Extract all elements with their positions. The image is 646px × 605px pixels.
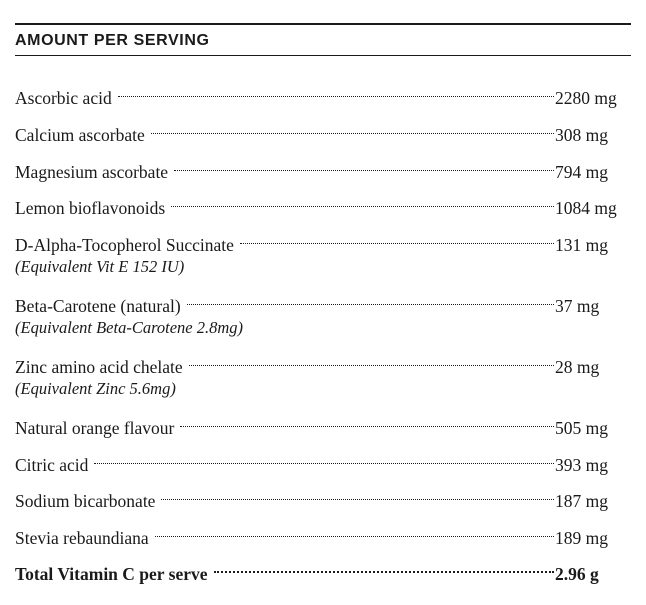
ingredient-row-calcium-ascorbate [15, 120, 623, 146]
nutrition-panel [15, 23, 631, 584]
ingredient-amount: 28 mg [555, 357, 600, 377]
dot-leader [174, 157, 554, 178]
ingredient-row-d-alpha-tocopherol [15, 230, 623, 277]
ingredient-row-citric-acid [15, 450, 623, 476]
ingredient-row-sodium-bicarbonate [15, 486, 623, 512]
dot-leader [214, 559, 555, 580]
total-label: Total Vitamin C per serve [15, 564, 208, 584]
ingredient-note: (Equivalent Beta-Carotene 2.8mg) [15, 318, 244, 337]
dot-leader [151, 120, 554, 141]
ingredient-label: Stevia rebaundiana [15, 528, 149, 548]
dot-leader [171, 193, 554, 214]
ingredient-label: Calcium ascorbate [15, 125, 145, 145]
ingredient-row-beta-carotene [15, 291, 623, 338]
dot-leader [187, 291, 554, 312]
ingredient-label: Lemon bioflavonoids [15, 198, 166, 218]
dot-leader [118, 83, 554, 104]
dot-leader [94, 450, 554, 471]
ingredient-row-magnesium-ascorbate [15, 157, 623, 183]
ingredient-amount: 2280 mg [555, 88, 617, 108]
dot-leader [155, 523, 554, 544]
dot-leader [189, 352, 554, 373]
ingredient-label: Zinc amino acid chelate [15, 357, 183, 377]
ingredient-label: Ascorbic acid [15, 88, 112, 108]
ingredient-amount: 187 mg [555, 491, 608, 511]
dot-leader [180, 413, 554, 434]
dot-leader [161, 486, 554, 507]
ingredient-row-zinc-chelate [15, 352, 623, 399]
ingredient-amount: 37 mg [555, 296, 600, 316]
ingredient-amount: 131 mg [555, 235, 608, 255]
ingredient-row-lemon-bioflavonoids [15, 193, 623, 219]
ingredient-row-orange-flavour [15, 413, 623, 439]
ingredient-note: (Equivalent Vit E 152 IU) [15, 257, 185, 276]
section-title: AMOUNT PER SERVING [15, 32, 210, 49]
ingredient-amount: 1084 mg [555, 198, 617, 218]
ingredient-note: (Equivalent Zinc 5.6mg) [15, 379, 176, 398]
section-header [15, 25, 631, 56]
ingredient-amount: 505 mg [555, 418, 608, 438]
ingredient-amount: 393 mg [555, 455, 608, 475]
ingredient-label: Citric acid [15, 455, 89, 475]
ingredient-amount: 189 mg [555, 528, 608, 548]
ingredient-label: Magnesium ascorbate [15, 162, 169, 182]
total-amount: 2.96 g [555, 564, 599, 584]
ingredient-label: Natural orange flavour [15, 418, 175, 438]
total-row [15, 559, 623, 585]
ingredient-label: Beta-Carotene (natural) [15, 296, 181, 316]
ingredient-row-ascorbic-acid [15, 83, 623, 109]
dot-leader [240, 230, 554, 251]
ingredient-row-stevia [15, 523, 623, 549]
ingredient-amount: 308 mg [555, 125, 608, 145]
ingredient-amount: 794 mg [555, 162, 608, 182]
ingredient-label: Sodium bicarbonate [15, 491, 156, 511]
ingredient-label: D-Alpha-Tocopherol Succinate [15, 235, 234, 255]
